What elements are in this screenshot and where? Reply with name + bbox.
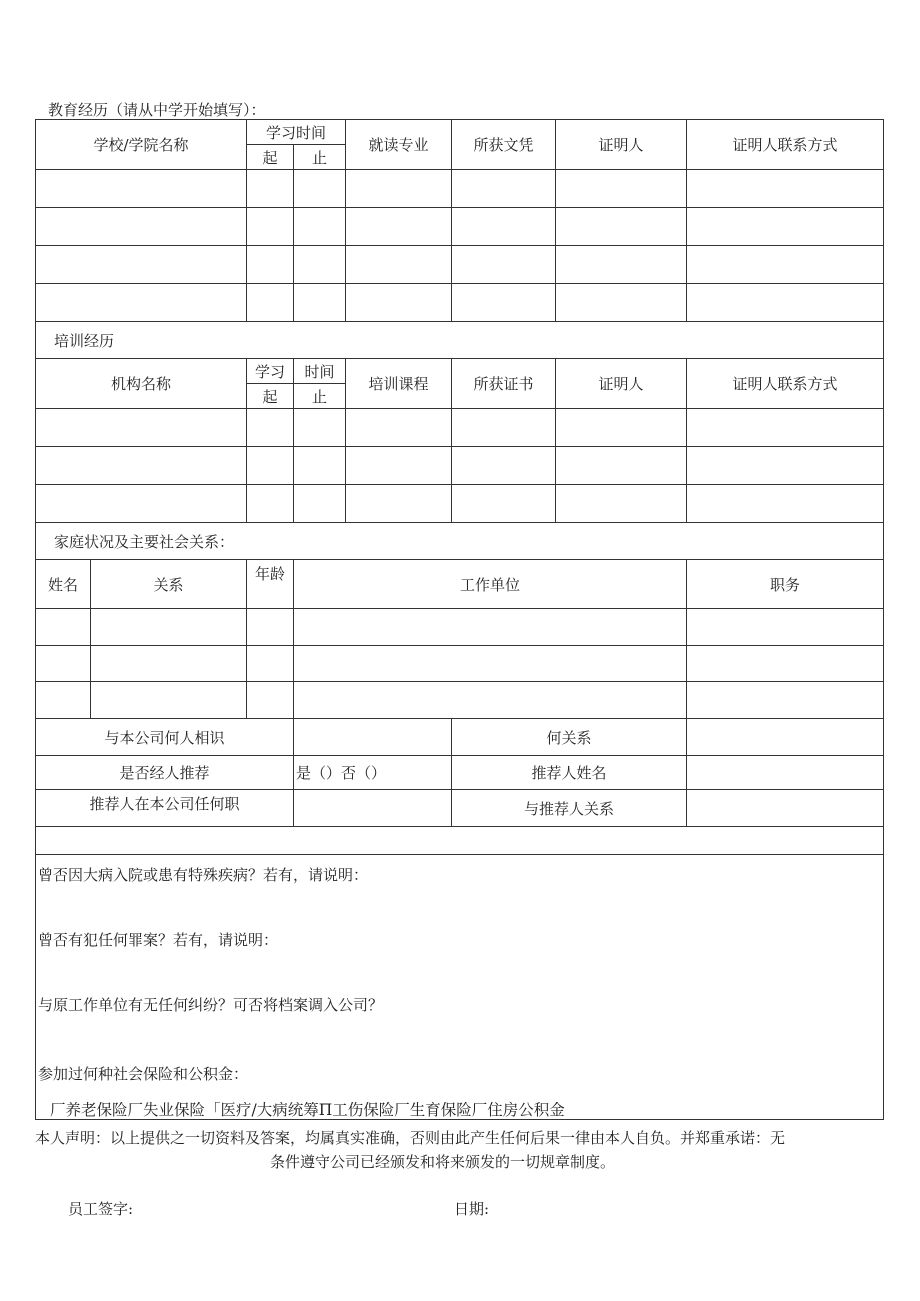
relation-input[interactable] — [687, 719, 884, 756]
header-training-start: 起 — [247, 384, 294, 409]
header-school: 学校/学院名称 — [36, 120, 247, 170]
blank-separator-row — [36, 827, 884, 855]
date-label: 日期: — [454, 1200, 490, 1218]
header-age: 年龄 — [247, 560, 294, 609]
header-end: 止 — [294, 145, 346, 170]
training-section-title: 培训经历 — [36, 322, 884, 359]
header-course: 培训课程 — [346, 359, 452, 409]
header-training-witness: 证明人 — [556, 359, 687, 409]
know-input[interactable] — [294, 719, 452, 756]
referrer-name-label: 推荐人姓名 — [452, 756, 687, 790]
header-certificate: 所获证书 — [452, 359, 556, 409]
header-training-witness-contact: 证明人联系方式 — [687, 359, 884, 409]
header-diploma: 所获文凭 — [452, 120, 556, 170]
header-org: 机构名称 — [36, 359, 247, 409]
header-training-end: 止 — [294, 384, 346, 409]
family-section-title: 家庭状况及主要社会关系： — [36, 523, 884, 560]
header-witness-contact: 证明人联系方式 — [687, 120, 884, 170]
family-row[interactable] — [36, 609, 884, 646]
referrer-position-label: 推荐人在本公司任何职 — [36, 790, 294, 827]
training-row[interactable] — [36, 447, 884, 485]
header-witness: 证明人 — [556, 120, 687, 170]
questions-block — [36, 855, 884, 1120]
education-section-title: 教育经历（请从中学开始填写）： — [48, 101, 266, 119]
declaration-line-1: 本人声明：以上提供之一切资料及答案，均属真实准确，否则由此产生任何后果一律由本人自负。并郑重承诺：无 — [35, 1129, 786, 1147]
insurance-options[interactable]: 厂养老保险厂失业保险「医疗/大病统筹Π工伤保险厂生育保险厂住房公积金 — [50, 1101, 565, 1119]
header-study-period: 学习时间 — [247, 120, 346, 145]
family-row[interactable] — [36, 682, 884, 719]
insurance-question: 参加过何种社会保险和公积金： — [38, 1065, 249, 1083]
dispute-question: 与原工作单位有无任何纠纷？可否将档案调入公司？ — [38, 996, 384, 1014]
header-period-b: 时间 — [294, 359, 346, 384]
header-name: 姓名 — [36, 560, 91, 609]
family-row[interactable] — [36, 646, 884, 682]
referred-label: 是否经人推荐 — [36, 756, 294, 790]
relation-label: 何关系 — [452, 719, 687, 756]
education-row[interactable] — [36, 284, 884, 322]
referred-options[interactable]: 是（）否（） — [294, 756, 452, 790]
referrer-relation-label: 与推荐人关系 — [452, 790, 687, 827]
education-row[interactable] — [36, 208, 884, 246]
header-position: 职务 — [687, 560, 884, 609]
header-employer: 工作单位 — [294, 560, 687, 609]
header-major: 就读专业 — [346, 120, 452, 170]
training-row[interactable] — [36, 485, 884, 523]
referrer-relation-input[interactable] — [687, 790, 884, 827]
training-row[interactable] — [36, 409, 884, 447]
education-row[interactable] — [36, 246, 884, 284]
application-form-table — [35, 119, 884, 1120]
referrer-position-input[interactable] — [294, 790, 452, 827]
employee-signature-label: 员工签字: — [68, 1200, 134, 1218]
declaration-line-2: 条件遵守公司已经颁发和将来颁发的一切规章制度。 — [270, 1153, 616, 1171]
know-label: 与本公司何人相识 — [36, 719, 294, 756]
header-start: 起 — [247, 145, 294, 170]
crime-question: 曾否有犯任何罪案？若有，请说明： — [38, 931, 279, 949]
referrer-name-input[interactable] — [687, 756, 884, 790]
education-row[interactable] — [36, 170, 884, 208]
header-relation: 关系 — [91, 560, 247, 609]
illness-question: 曾否因大病入院或患有特殊疾病？若有，请说明： — [38, 866, 369, 884]
header-period-a: 学习 — [247, 359, 294, 384]
